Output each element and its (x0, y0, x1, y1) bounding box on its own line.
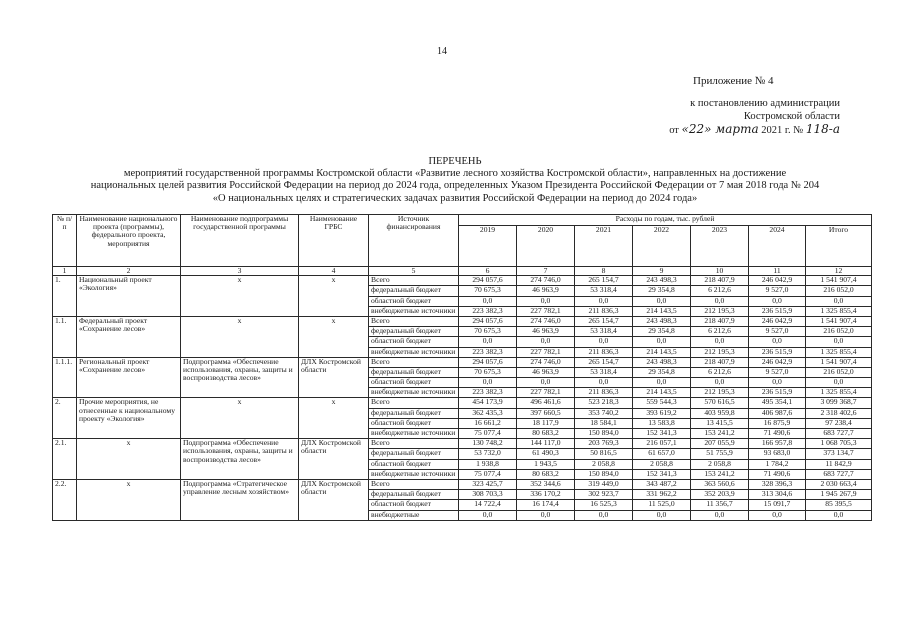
funding-source: Всего (369, 439, 459, 449)
amount-cell: 0,0 (749, 378, 806, 388)
column-number: 7 (517, 267, 575, 276)
amount-cell: 53 318,4 (575, 367, 633, 377)
header-subprogram: Наименование подпрограммы государственной программы (181, 215, 299, 267)
amount-cell: 397 660,5 (517, 408, 575, 418)
table-row (53, 357, 872, 367)
title-line2: национальных целей развития Российской Федерации на период до 2024 года, определенных Указом Президента Российской Федерации от 7 мая 2018 года № 204 (90, 180, 820, 192)
table-row (53, 316, 872, 326)
amount-cell: 319 449,0 (575, 479, 633, 489)
amount-cell: 331 962,2 (633, 490, 691, 500)
amount-cell: 0,0 (749, 296, 806, 306)
amount-cell: 166 957,8 (749, 439, 806, 449)
column-number: 5 (369, 267, 459, 276)
funding-source: внебюджетные источники (369, 429, 459, 439)
amount-cell: 313 304,6 (749, 490, 806, 500)
column-number: 3 (181, 267, 299, 276)
resolution-prefix: от (669, 125, 679, 136)
amount-cell: 203 769,3 (575, 439, 633, 449)
year-header: 2022 (633, 226, 691, 267)
amount-cell: 16 525,3 (575, 500, 633, 510)
amount-cell: 308 703,3 (459, 490, 517, 500)
amount-cell: 216 057,1 (633, 439, 691, 449)
grbs-name: ДЛХ Костромской области (299, 357, 369, 398)
project-name: Федеральный проект «Сохранение лесов» (77, 316, 181, 357)
amount-cell: 212 195,3 (691, 347, 749, 357)
funding-source: федеральный бюджет (369, 367, 459, 377)
amount-cell: 2 030 663,4 (806, 479, 872, 489)
amount-cell: 294 057,6 (459, 357, 517, 367)
funding-source: областной бюджет (369, 337, 459, 347)
subprogram-name: х (181, 398, 299, 439)
amount-cell: 13 583,8 (633, 418, 691, 428)
header-project: Наименование национального проекта (программы), федерального проекта, мероприятия (77, 215, 181, 267)
amount-cell: 0,0 (806, 296, 872, 306)
document-title (60, 156, 850, 205)
amount-cell: 265 154,7 (575, 357, 633, 367)
amount-cell: 362 435,3 (459, 408, 517, 418)
title-line3: «О национальных целях и стратегических задачах развития Российской Федерации на период до 2024 года» (212, 192, 698, 204)
amount-cell: 1 938,8 (459, 459, 517, 469)
amount-cell: 214 143,5 (633, 347, 691, 357)
amount-cell: 2 318 402,6 (806, 408, 872, 418)
column-number: 2 (77, 267, 181, 276)
amount-cell: 85 395,5 (806, 500, 872, 510)
amount-cell: 6 212,6 (691, 286, 749, 296)
resolution-line2: Костромской области (743, 110, 840, 122)
amount-cell: 496 461,6 (517, 398, 575, 408)
amount-cell: 2 058,8 (691, 459, 749, 469)
amount-cell: 274 746,0 (517, 276, 575, 286)
grbs-name: ДЛХ Костромской области (299, 439, 369, 480)
amount-cell: 0,0 (575, 337, 633, 347)
amount-cell: 0,0 (459, 337, 517, 347)
amount-cell: 71 490,6 (749, 429, 806, 439)
year-header: 2024 (749, 226, 806, 267)
amount-cell: 523 218,3 (575, 398, 633, 408)
grbs-name: х (299, 398, 369, 439)
amount-cell: 130 748,2 (459, 439, 517, 449)
amount-cell: 2 058,8 (575, 459, 633, 469)
table-row (53, 276, 872, 286)
amount-cell: 1 541 907,4 (806, 276, 872, 286)
amount-cell: 406 987,6 (749, 408, 806, 418)
column-number: 10 (691, 267, 749, 276)
amount-cell: 97 238,4 (806, 418, 872, 428)
amount-cell: 0,0 (806, 337, 872, 347)
project-name: х (77, 439, 181, 480)
amount-cell: 216 052,0 (806, 327, 872, 337)
amount-cell: 53 318,4 (575, 327, 633, 337)
funding-source: федеральный бюджет (369, 327, 459, 337)
amount-cell: 223 382,3 (459, 306, 517, 316)
funding-source: Всего (369, 398, 459, 408)
amount-cell: 243 498,3 (633, 316, 691, 326)
amount-cell: 683 727,7 (806, 429, 872, 439)
amount-cell: 393 619,2 (633, 408, 691, 418)
header-num: № п/п (53, 215, 77, 267)
amount-cell: 16 174,4 (517, 500, 575, 510)
amount-cell: 323 425,7 (459, 479, 517, 489)
funding-source: внебюджетные источники (369, 469, 459, 479)
amount-cell: 46 963,9 (517, 286, 575, 296)
amount-cell: 1 325 855,4 (806, 388, 872, 398)
amount-cell: 75 077,4 (459, 469, 517, 479)
amount-cell: 1 541 907,4 (806, 357, 872, 367)
funding-source: федеральный бюджет (369, 408, 459, 418)
amount-cell: 212 195,3 (691, 388, 749, 398)
amount-cell: 14 722,4 (459, 500, 517, 510)
amount-cell: 71 490,6 (749, 469, 806, 479)
amount-cell: 144 117,0 (517, 439, 575, 449)
column-number: 6 (459, 267, 517, 276)
funding-source: Всего (369, 276, 459, 286)
amount-cell: 16 661,2 (459, 418, 517, 428)
amount-cell: 246 042,9 (749, 276, 806, 286)
year-header: 2021 (575, 226, 633, 267)
amount-cell: 227 782,1 (517, 306, 575, 316)
column-number: 4 (299, 267, 369, 276)
handwritten-date: «22» марта (681, 122, 759, 136)
amount-cell: 80 683,2 (517, 469, 575, 479)
amount-cell: 153 241,2 (691, 469, 749, 479)
amount-cell: 294 057,6 (459, 316, 517, 326)
amount-cell: 3 099 368,7 (806, 398, 872, 408)
amount-cell: 0,0 (517, 378, 575, 388)
amount-cell: 373 134,7 (806, 449, 872, 459)
amount-cell: 218 407,9 (691, 316, 749, 326)
amount-cell: 70 675,3 (459, 286, 517, 296)
title-heading: ПЕРЕЧЕНЬ (428, 156, 482, 167)
amount-cell: 0,0 (749, 337, 806, 347)
amount-cell: 336 170,2 (517, 490, 575, 500)
subprogram-name: Подпрограмма «Стратегическое управление лесным хозяйством» (181, 479, 299, 520)
amount-cell: 352 344,6 (517, 479, 575, 489)
amount-cell: 0,0 (575, 510, 633, 520)
column-numbers-row (53, 267, 872, 276)
amount-cell: 236 515,9 (749, 347, 806, 357)
amount-cell: 212 195,3 (691, 306, 749, 316)
amount-cell: 265 154,7 (575, 316, 633, 326)
subprogram-name: х (181, 316, 299, 357)
amount-cell: 6 212,6 (691, 327, 749, 337)
funding-source: внебюджетные источники (369, 347, 459, 357)
amount-cell: 294 057,6 (459, 276, 517, 286)
amount-cell: 0,0 (575, 378, 633, 388)
subprogram-name: Подпрограмма «Обеспечение использования, охраны, защиты и воспроизводства лесов» (181, 439, 299, 480)
amount-cell: 150 894,0 (575, 429, 633, 439)
amount-cell: 0,0 (633, 296, 691, 306)
amount-cell: 246 042,9 (749, 316, 806, 326)
amount-cell: 227 782,1 (517, 388, 575, 398)
amount-cell: 6 212,6 (691, 367, 749, 377)
amount-cell: 403 959,8 (691, 408, 749, 418)
row-number: 1.1. (53, 316, 77, 357)
table-row (53, 479, 872, 489)
column-number: 8 (575, 267, 633, 276)
header-row (53, 215, 872, 226)
funding-source: Всего (369, 479, 459, 489)
page-number: 14 (437, 46, 447, 57)
amount-cell: 53 732,0 (459, 449, 517, 459)
column-number: 1 (53, 267, 77, 276)
header-grbs: Наименование ГРБС (299, 215, 369, 267)
subprogram-name: х (181, 276, 299, 317)
amount-cell: 454 173,9 (459, 398, 517, 408)
amount-cell: 75 077,4 (459, 429, 517, 439)
amount-cell: 236 515,9 (749, 306, 806, 316)
amount-cell: 15 091,7 (749, 500, 806, 510)
amount-cell: 0,0 (517, 337, 575, 347)
funding-source: внебюджетные источники (369, 306, 459, 316)
amount-cell: 1 943,5 (517, 459, 575, 469)
funding-source: внебюджетные (369, 510, 459, 520)
amount-cell: 1 068 705,3 (806, 439, 872, 449)
funding-source: областной бюджет (369, 418, 459, 428)
row-number: 1.1.1. (53, 357, 77, 398)
project-name: Национальный проект «Экология» (77, 276, 181, 317)
amount-cell: 0,0 (517, 510, 575, 520)
funding-source: Всего (369, 316, 459, 326)
amount-cell: 328 396,3 (749, 479, 806, 489)
amount-cell: 152 341,3 (633, 429, 691, 439)
amount-cell: 0,0 (459, 296, 517, 306)
amount-cell: 0,0 (459, 510, 517, 520)
amount-cell: 80 683,2 (517, 429, 575, 439)
table-row (53, 439, 872, 449)
amount-cell: 274 746,0 (517, 357, 575, 367)
amount-cell: 216 052,0 (806, 286, 872, 296)
row-number: 2.2. (53, 479, 77, 520)
amount-cell: 243 498,3 (633, 357, 691, 367)
amount-cell: 683 727,7 (806, 469, 872, 479)
amount-cell: 11 525,0 (633, 500, 691, 510)
amount-cell: 1 541 907,4 (806, 316, 872, 326)
amount-cell: 0,0 (749, 510, 806, 520)
funding-source: федеральный бюджет (369, 286, 459, 296)
grbs-name: х (299, 316, 369, 357)
amount-cell: 495 354,1 (749, 398, 806, 408)
amount-cell: 1 945 267,9 (806, 490, 872, 500)
amount-cell: 570 616,5 (691, 398, 749, 408)
handwritten-number: 118-а (805, 122, 840, 136)
row-number: 1. (53, 276, 77, 317)
year-header: 2019 (459, 226, 517, 267)
grbs-name: ДЛХ Костромской области (299, 479, 369, 520)
amount-cell: 343 487,2 (633, 479, 691, 489)
amount-cell: 2 058,8 (633, 459, 691, 469)
amount-cell: 243 498,3 (633, 276, 691, 286)
amount-cell: 1 325 855,4 (806, 306, 872, 316)
funding-source: федеральный бюджет (369, 490, 459, 500)
project-name: Прочие мероприятия, не отнесенные к национальному проекту «Экология» (77, 398, 181, 439)
amount-cell: 153 241,2 (691, 429, 749, 439)
amount-cell: 216 052,0 (806, 367, 872, 377)
amount-cell: 363 560,6 (691, 479, 749, 489)
amount-cell: 29 354,8 (633, 327, 691, 337)
amount-cell: 9 527,0 (749, 286, 806, 296)
column-number: 9 (633, 267, 691, 276)
amount-cell: 211 836,3 (575, 388, 633, 398)
table-row (53, 398, 872, 408)
amount-cell: 1 325 855,4 (806, 347, 872, 357)
funding-source: федеральный бюджет (369, 449, 459, 459)
amount-cell: 61 490,3 (517, 449, 575, 459)
amount-cell: 218 407,9 (691, 357, 749, 367)
amount-cell: 29 354,8 (633, 367, 691, 377)
amount-cell: 1 784,2 (749, 459, 806, 469)
amount-cell: 18 117,9 (517, 418, 575, 428)
amount-cell: 227 782,1 (517, 347, 575, 357)
amount-cell: 0,0 (691, 296, 749, 306)
year-header: 2023 (691, 226, 749, 267)
project-name: х (77, 479, 181, 520)
table-body (53, 215, 872, 521)
amount-cell: 265 154,7 (575, 276, 633, 286)
header-expenses: Расходы по годам, тыс. рублей (459, 215, 872, 226)
amount-cell: 246 042,9 (749, 357, 806, 367)
funding-source: Всего (369, 357, 459, 367)
amount-cell: 0,0 (459, 378, 517, 388)
amount-cell: 11 842,9 (806, 459, 872, 469)
project-name: Региональный проект «Сохранение лесов» (77, 357, 181, 398)
amount-cell: 18 584,1 (575, 418, 633, 428)
amount-cell: 11 356,7 (691, 500, 749, 510)
funding-source: внебюджетные источники (369, 388, 459, 398)
amount-cell: 302 923,7 (575, 490, 633, 500)
header-source: Источник финансирования (369, 215, 459, 267)
amount-cell: 214 143,5 (633, 306, 691, 316)
amount-cell: 70 675,3 (459, 367, 517, 377)
amount-cell: 0,0 (806, 510, 872, 520)
amount-cell: 9 527,0 (749, 327, 806, 337)
amount-cell: 150 894,0 (575, 469, 633, 479)
resolution-block (640, 98, 840, 138)
amount-cell: 53 318,4 (575, 286, 633, 296)
amount-cell: 353 740,2 (575, 408, 633, 418)
title-line1: мероприятий государственной программы Костромской области «Развитие лесного хозяйства Костромской области», направленных на достижение (123, 168, 787, 180)
amount-cell: 46 963,9 (517, 327, 575, 337)
column-number: 12 (806, 267, 872, 276)
resolution-line1: к постановлению администрации (690, 98, 840, 109)
amount-cell: 51 755,9 (691, 449, 749, 459)
funding-source: областной бюджет (369, 500, 459, 510)
amount-cell: 0,0 (691, 337, 749, 347)
amount-cell: 0,0 (575, 296, 633, 306)
amount-cell: 207 055,9 (691, 439, 749, 449)
amount-cell: 0,0 (633, 510, 691, 520)
amount-cell: 93 683,0 (749, 449, 806, 459)
amount-cell: 70 675,3 (459, 327, 517, 337)
amount-cell: 352 203,9 (691, 490, 749, 500)
funding-source: областной бюджет (369, 378, 459, 388)
amount-cell: 152 341,3 (633, 469, 691, 479)
funding-source: областной бюджет (369, 296, 459, 306)
column-number: 11 (749, 267, 806, 276)
amount-cell: 211 836,3 (575, 347, 633, 357)
grbs-name: х (299, 276, 369, 317)
amount-cell: 29 354,8 (633, 286, 691, 296)
amount-cell: 0,0 (691, 378, 749, 388)
appendix-label: Приложение № 4 (693, 75, 774, 87)
expenses-table (52, 214, 872, 521)
year-header: Итого (806, 226, 872, 267)
funding-source: областной бюджет (369, 459, 459, 469)
amount-cell: 0,0 (806, 378, 872, 388)
year-header: 2020 (517, 226, 575, 267)
amount-cell: 61 657,0 (633, 449, 691, 459)
amount-cell: 50 816,5 (575, 449, 633, 459)
amount-cell: 223 382,3 (459, 388, 517, 398)
amount-cell: 0,0 (691, 510, 749, 520)
amount-cell: 559 544,3 (633, 398, 691, 408)
amount-cell: 13 415,5 (691, 418, 749, 428)
amount-cell: 211 836,3 (575, 306, 633, 316)
amount-cell: 46 963,9 (517, 367, 575, 377)
amount-cell: 274 746,0 (517, 316, 575, 326)
resolution-date (640, 123, 840, 138)
amount-cell: 214 143,5 (633, 388, 691, 398)
amount-cell: 0,0 (517, 296, 575, 306)
amount-cell: 0,0 (633, 378, 691, 388)
amount-cell: 236 515,9 (749, 388, 806, 398)
amount-cell: 9 527,0 (749, 367, 806, 377)
amount-cell: 16 875,9 (749, 418, 806, 428)
subprogram-name: Подпрограмма «Обеспечение использования, охраны, защиты и воспроизводства лесов» (181, 357, 299, 398)
amount-cell: 0,0 (633, 337, 691, 347)
row-number: 2.1. (53, 439, 77, 480)
amount-cell: 218 407,9 (691, 276, 749, 286)
amount-cell: 223 382,3 (459, 347, 517, 357)
resolution-year: 2021 г. № (761, 125, 804, 136)
row-number: 2. (53, 398, 77, 439)
